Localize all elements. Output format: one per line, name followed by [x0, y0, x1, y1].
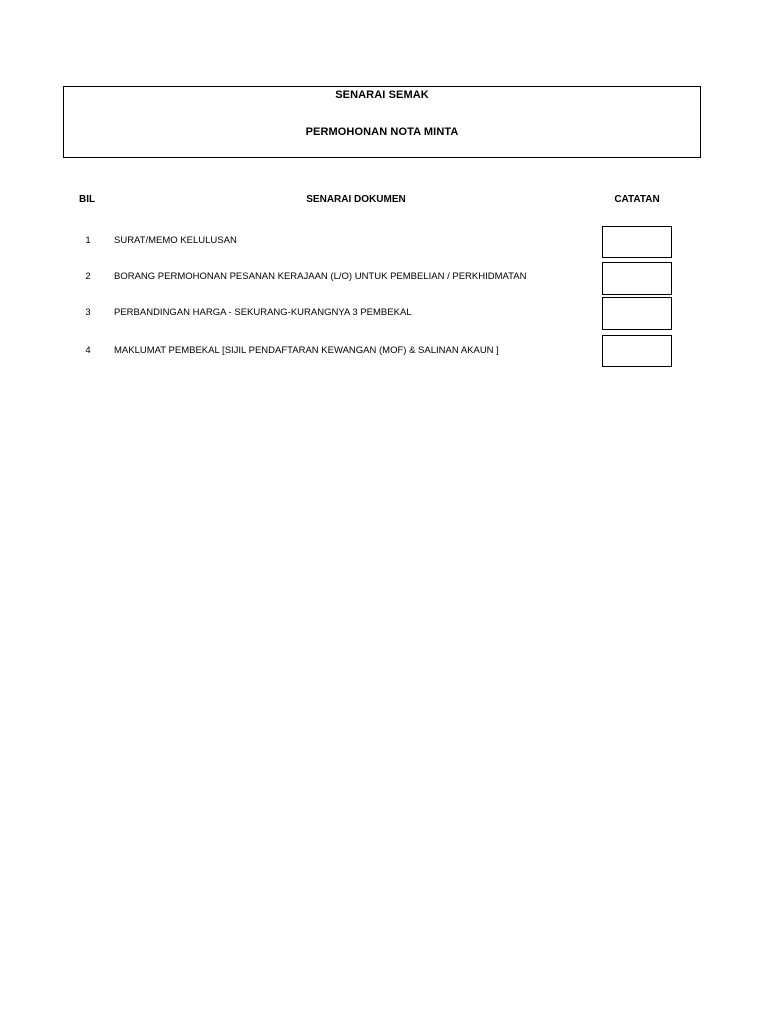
remarks-checkbox[interactable] — [602, 226, 672, 258]
row-document-text: SURAT/MEMO KELULUSAN — [114, 235, 237, 246]
row-number: 3 — [85, 307, 91, 318]
remarks-checkbox[interactable] — [602, 297, 672, 330]
column-header-document: SENARAI DOKUMEN — [306, 194, 406, 205]
document-title: SENARAI SEMAK — [335, 89, 429, 101]
column-header-bil: BIL — [79, 194, 96, 205]
row-number: 2 — [85, 271, 91, 282]
row-document-text: BORANG PERMOHONAN PESANAN KERAJAAN (L/O) UNTUK PEMBELIAN / PERKHIDMATAN — [114, 271, 527, 282]
row-document-text: PERBANDINGAN HARGA - SEKURANG-KURANGNYA 3 PEMBEKAL — [114, 307, 412, 318]
row-number: 4 — [85, 345, 91, 356]
title-box — [63, 86, 701, 158]
row-document-text: MAKLUMAT PEMBEKAL [SIJIL PENDAFTARAN KEWANGAN (MOF) & SALINAN AKAUN ] — [114, 345, 499, 356]
remarks-checkbox[interactable] — [602, 262, 672, 295]
document-subtitle: PERMOHONAN NOTA MINTA — [305, 126, 459, 138]
remarks-checkbox[interactable] — [602, 335, 672, 367]
column-header-remarks: CATATAN — [614, 194, 660, 205]
row-number: 1 — [85, 235, 91, 246]
